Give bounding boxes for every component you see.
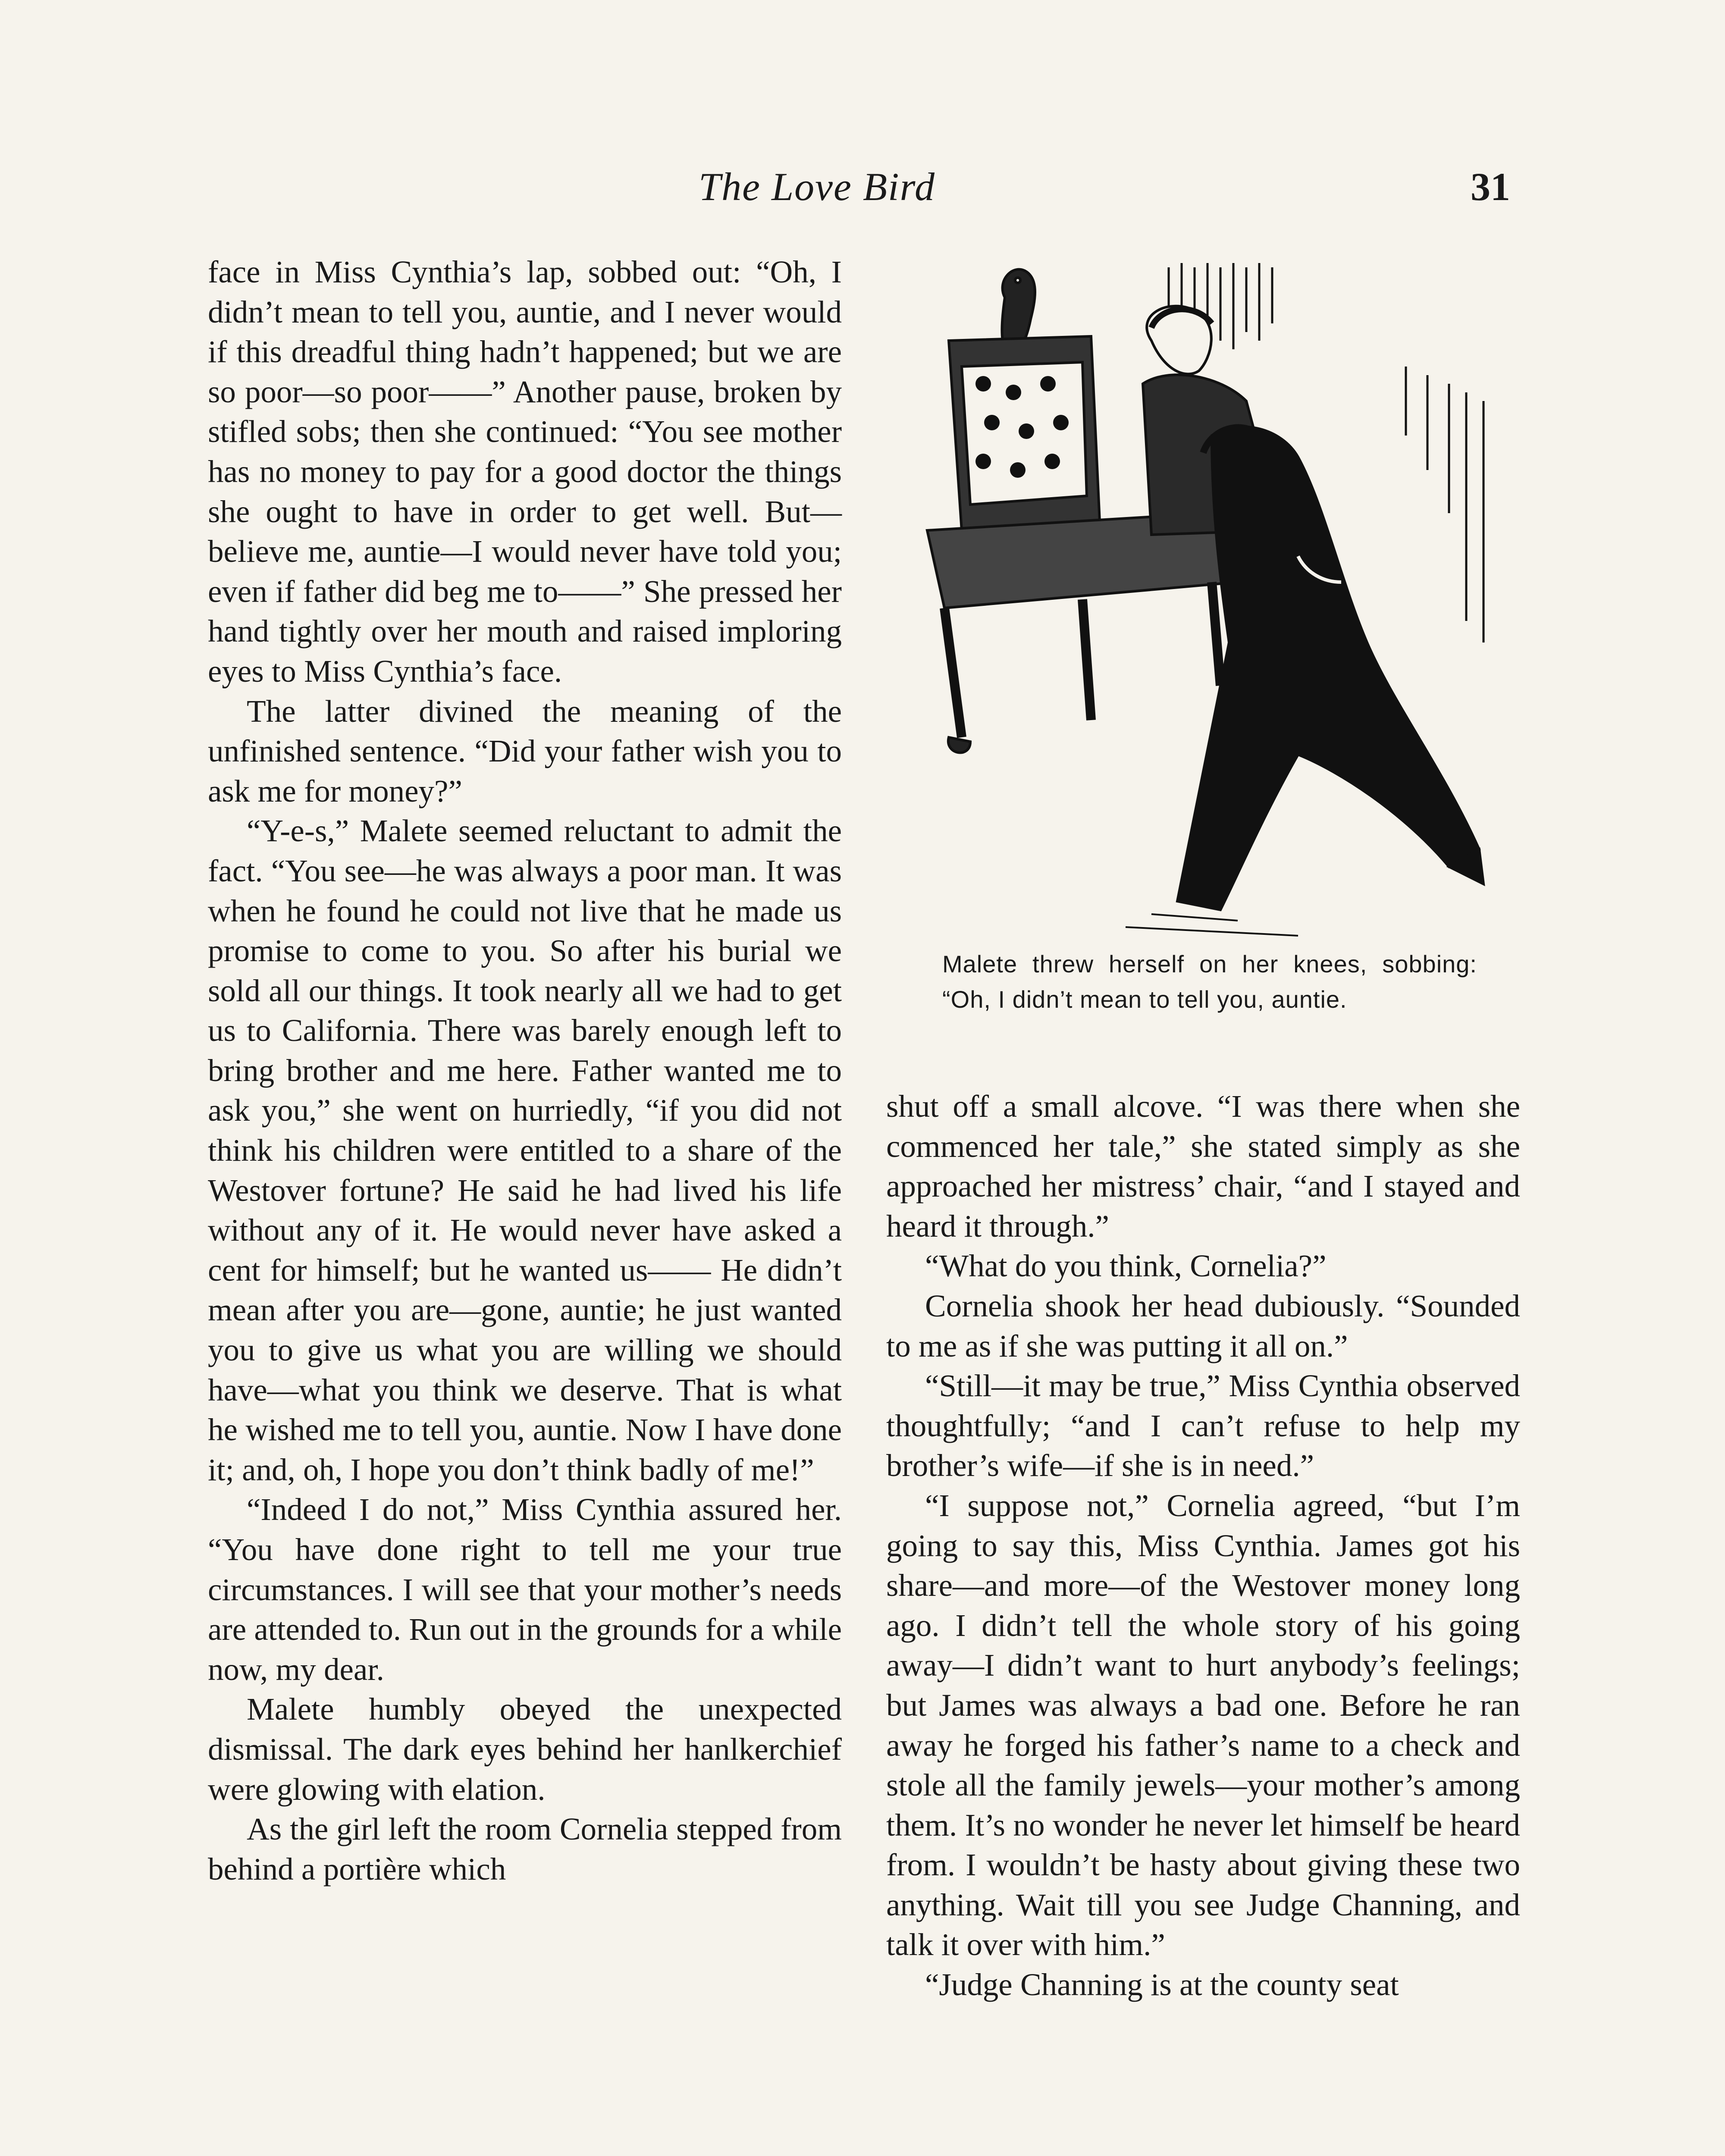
paragraph: “Judge Channing is at the county seat bbox=[925, 1967, 1399, 2002]
illustration-kneeling-girl bbox=[910, 254, 1514, 944]
paragraph: face in Miss Cynthia’s lap, sobbed out: “Oh, I didn’t mean to tell you, auntie, and I never would if this dreadful thing hadn’t happened; but we are so poor—so poor——” Another pause, broken by stifled sobs; then she continued: “You see mother has no money to pay for a good doctor the things she ought to have in order to get well. But—believe me, auntie—I would never have told you; even if father did beg me to——” She pressed her hand tightly over her mouth and raised imploring eyes to Miss Cynthia’s face. bbox=[208, 254, 842, 689]
paragraph: Malete humbly obeyed the unexpected dismissal. The dark eyes behind her hanlkerchief were glowing with elation. bbox=[208, 1692, 842, 1807]
paragraph: “Y-e-s,” Malete seemed reluctant to admit the fact. “You see—he was always a poor man. It was when he found he could not live that he made us promise to come to you. So after his burial we sold all our things. It took nearly all we had to get us to California. There was barely enough left to bring brother and me here. Father wanted me to ask you,” she went on hurriedly, “if you did not think his children were entitled to a share of the Westover fortune? He said he had lived his life without any of it. He would never have asked a cent for himself; but he wanted us—— He didn’t mean after you are—gone, auntie; he just wanted you to give us what you are willing we should have—what you think we deserve. That is what he wished me to tell you, auntie. Now I have done it; and, oh, I hope you don’t think badly of me!” bbox=[208, 813, 842, 1487]
left-text-column bbox=[208, 252, 842, 1889]
kneeling-girl-figure bbox=[1177, 427, 1484, 910]
paragraph: “Indeed I do not,” Miss Cynthia assured her. “You have done right to tell me your true circumstances. I will see that your mother’s needs are attended to. Run out in the grounds for a while now, my dear. bbox=[208, 1492, 842, 1687]
paragraph: The latter divined the meaning of the unfinished sentence. “Did your father wish you to ask me for money?” bbox=[208, 693, 842, 808]
right-text-column bbox=[886, 1087, 1520, 2005]
paragraph: “What do you think, Cornelia?” bbox=[925, 1248, 1327, 1284]
paragraph: shut off a small alcove. “I was there when she commenced her tale,” she stated simply as she approached her mistress’ chair, “and I stayed and heard it through.” bbox=[886, 1089, 1520, 1244]
running-title: The Love Bird bbox=[699, 165, 935, 209]
illustration-caption: Malete threw herself on her knees, sobbing: “Oh, I didn’t mean to tell you, auntie. bbox=[942, 950, 1477, 1013]
paragraph: Cornelia shook her head dubiously. “Sounded to me as if she was putting it all on.” bbox=[886, 1288, 1520, 1363]
floor-lines bbox=[1126, 914, 1298, 936]
paragraph: “Still—it may be true,” Miss Cynthia observed thoughtfully; “and I can’t refuse to help my brother’s wife—if she is in need.” bbox=[886, 1368, 1520, 1483]
paragraph: “I suppose not,” Cornelia agreed, “but I’m going to say this, Miss Cynthia. James got his share—and more—of the Westover money long ago. I didn’t tell the whole story of his going away—I didn’t want to hurt anybody’s feelings; but James was always a bad one. Before he ran away he forged his father’s name to a check and stole all the family jewels—your mother’s among them. It’s no wonder he never let himself be heard from. I wouldn’t be hasty about giving these two anything. Wait till you see Judge Channing, and talk it over with him.” bbox=[886, 1488, 1520, 1962]
page-number: 31 bbox=[1471, 165, 1510, 209]
paragraph: As the girl left the room Cornelia stepped from behind a portière which bbox=[208, 1811, 842, 1887]
